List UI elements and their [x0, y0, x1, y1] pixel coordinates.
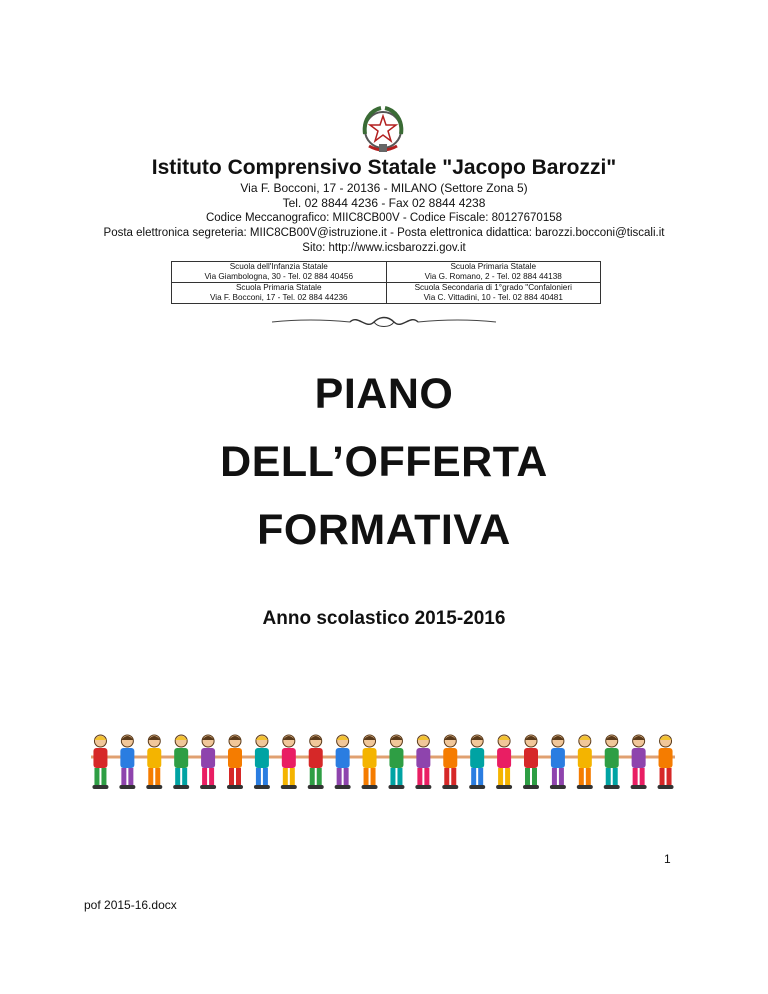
child-figure — [335, 735, 351, 789]
child-figure — [658, 735, 674, 789]
site-address: Via G. Romano, 2 - Tel. 02 884 44138 — [386, 272, 601, 283]
school-address: Via F. Bocconi, 17 - 20136 - MILANO (Settore Zona 5) — [240, 181, 528, 195]
site-address: Via Giambologna, 30 - Tel. 02 884 40456 — [172, 272, 387, 283]
school-website: Sito: http://www.icsbarozzi.gov.it — [302, 242, 466, 254]
school-header — [0, 155, 768, 256]
site-name: Scuola Primaria Statale — [172, 283, 387, 294]
flourish-divider-icon — [270, 314, 498, 330]
title-line: PIANO — [314, 370, 454, 418]
title-line: DELL’OFFERTA — [220, 438, 548, 486]
child-figure — [604, 735, 620, 789]
child-figure — [577, 735, 593, 789]
child-figure — [227, 735, 243, 789]
child-figure — [308, 735, 324, 789]
child-figure — [254, 735, 270, 789]
children-holding-hands-icon — [87, 733, 679, 791]
child-figure — [415, 735, 431, 789]
child-figure — [388, 735, 404, 789]
site-name: Scuola Primaria Statale — [386, 262, 601, 273]
site-address: Via C. Vittadini, 10 - Tel. 02 884 40481 — [386, 293, 601, 304]
child-figure — [550, 735, 566, 789]
school-name: Istituto Comprensivo Statale "Jacopo Barozzi" — [151, 156, 617, 179]
child-figure — [523, 735, 539, 789]
child-figure — [362, 735, 378, 789]
site-name: Scuola dell'Infanzia Statale — [172, 262, 387, 273]
site-name: Scuola Secondaria di 1°grado "Confalonieri — [386, 283, 601, 294]
child-figure — [442, 735, 458, 789]
child-figure — [469, 735, 485, 789]
school-sites-table — [171, 261, 601, 304]
table-row — [172, 272, 601, 283]
school-year: Anno scolastico 2015-2016 — [262, 608, 506, 629]
child-figure — [496, 735, 512, 789]
child-figure — [119, 735, 135, 789]
table-row — [172, 262, 601, 273]
title-line: FORMATIVA — [257, 506, 511, 554]
child-figure — [631, 735, 647, 789]
school-phone: Tel. 02 8844 4236 - Fax 02 8844 4238 — [282, 196, 486, 210]
table-row — [172, 293, 601, 304]
child-figure — [200, 735, 216, 789]
child-figure — [281, 735, 297, 789]
italian-republic-emblem-icon — [355, 100, 411, 156]
child-figure — [146, 735, 162, 789]
page-number: 1 — [664, 852, 671, 866]
child-figure — [173, 735, 189, 789]
site-address: Via F. Bocconi, 17 - Tel. 02 884 44236 — [172, 293, 387, 304]
school-emails: Posta elettronica segreteria: MIIC8CB00V@istruzione.it - Posta elettronica didattica: barozzi.bocconi@tiscali.it — [103, 227, 665, 239]
school-codes: Codice Meccanografico: MIIC8CB00V - Codice Fiscale: 80127670158 — [205, 212, 563, 224]
document-filename: pof 2015-16.docx — [84, 898, 177, 912]
document-title — [0, 360, 768, 564]
table-row — [172, 283, 601, 294]
child-figure — [92, 735, 108, 789]
